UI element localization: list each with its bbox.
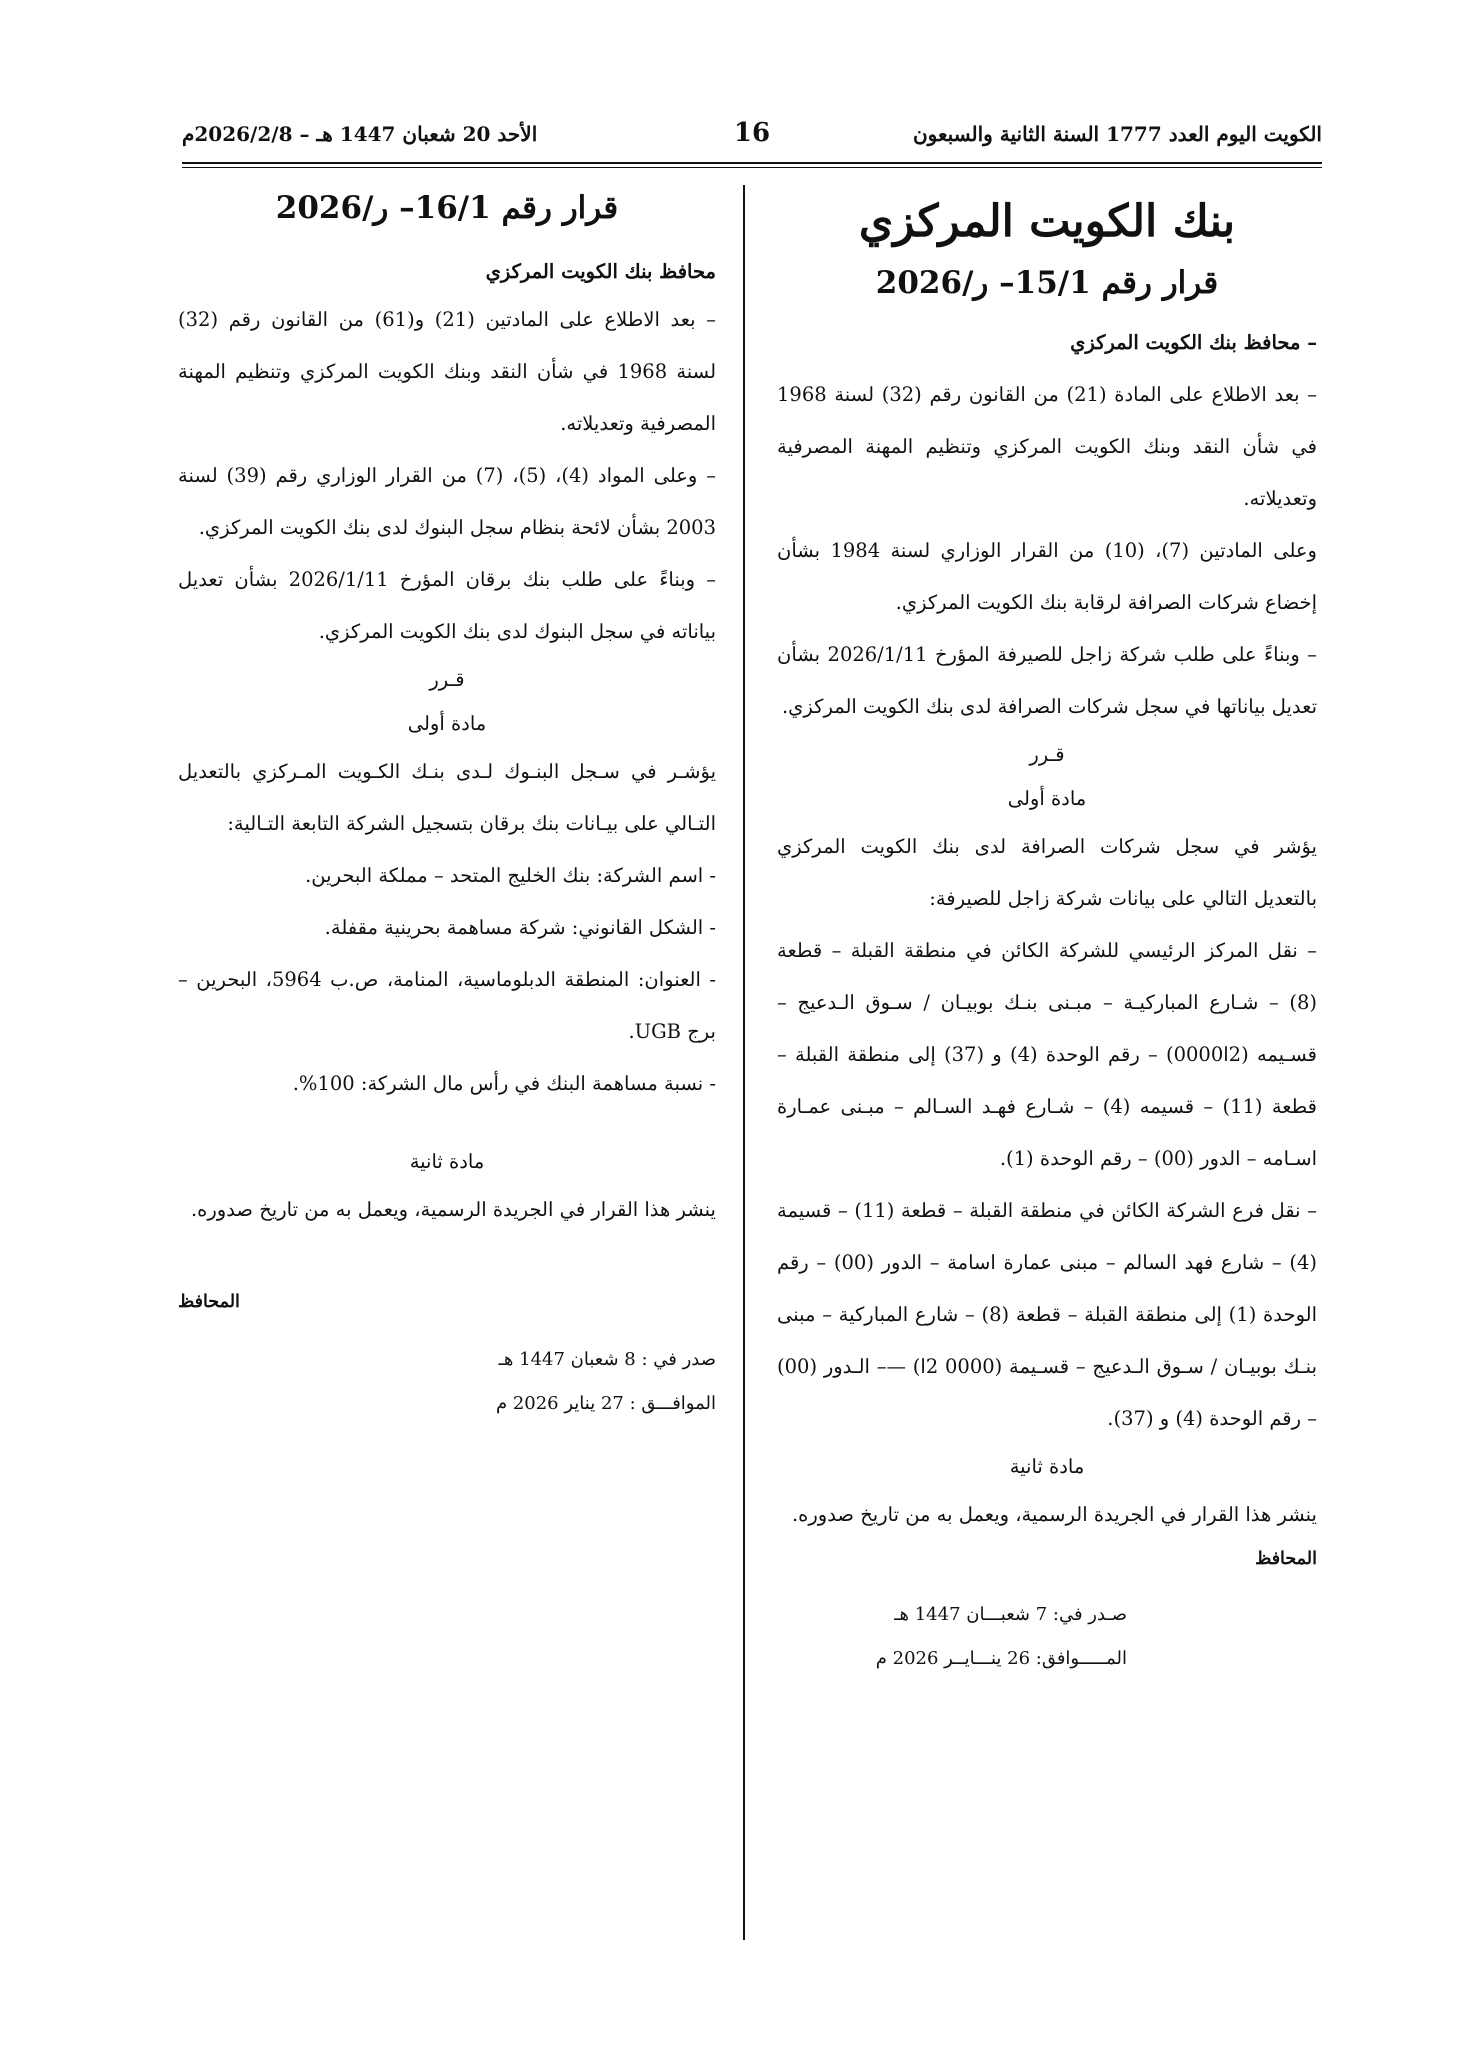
signature: المحافظ [178,1292,240,1312]
preamble-paragraph: وعلى المادتين (7)، (10) من القرار الوزاري لسنة 1984 بشأن إخضاع شركات الصرافة لرقابة بنك الكويت المركزي. [777,539,1317,614]
column-divider [743,185,745,1940]
article-title: مادة أولى [407,712,487,735]
issue-info: الكويت اليوم العدد 1777 السنة الثانية والسبعون [912,122,1322,146]
preamble-paragraph: – بعد الاطلاع على المادتين (21) و(61) من القانون رقم (32) لسنة 1968 في شأن النقد وبنك الكويت المركزي وتنظيم المهنة المصرفية وتعديلاته. [178,308,717,435]
preamble-paragraph: – وعلى المواد (4)، (5)، (7) من القرار الوزاري رقم (39) لسنة 2003 بشأن لائحة بنظام سجل البنوك لدى بنك الكويت المركزي. [178,464,716,539]
article-title: مادة أولى [1007,787,1087,810]
article-paragraph: يؤشر في سجل شركات الصرافة لدى بنك الكويت المركزي بالتعديل التالي على بيانات شركة زاجل للصيرفة: [777,835,1317,910]
signature: المحافظ [1255,1549,1317,1569]
left-column [178,190,716,1426]
decided-label: قـرر [1029,743,1065,766]
decision-title: قرار رقم 15/1– ر/2026 [875,265,1219,301]
right-column [777,190,1317,1681]
bank-title: بنك الكويت المركزي [858,196,1236,247]
article-item: - نسبة مساهمة البنك في رأس مال الشركة: 100%. [292,1072,716,1095]
decision-title: قرار رقم 16/1– ر/2026 [275,190,619,226]
issued-date: صـدر في: 7 شعبـــان 1447 هـ [894,1604,1127,1625]
page-number: 16 [733,118,771,148]
header-rule-thin [182,167,1322,168]
article-paragraph: ينشر هذا القرار في الجريدة الرسمية، ويعمل به من تاريخ صدوره. [190,1198,716,1221]
preamble-governor: – محافظ بنك الكويت المركزي [1070,331,1317,354]
preamble-governor: محافظ بنك الكويت المركزي [485,260,716,283]
article-item: - اسم الشركة: بنك الخليج المتحد – مملكة البحرين. [305,864,716,887]
article-item: - الشكل القانوني: شركة مساهمة بحرينية مقفلة. [324,916,716,939]
issued-date: صدر في : 8 شعبان 1447 هـ [498,1349,716,1370]
corresponding-date: المـــــوافق: 26 ينـــايــر 2026 م [875,1648,1127,1669]
article-paragraph: – نقل المركز الرئيسي للشركة الكائن في منطقة القبلة – قطعة (8) – شـارع المباركيـة – مبـنى بنـك بوبيـان / سـوق الـدعيج – قسـيمه (2ا0000) – رقم الوحدة (4) و (37) إلى منطقة القبلة – قطعة (11) – قسيمه (4) – شـارع فهـد السـالم – مبـنى عمـارة اسـامه – الدور (00) – رقم الوحدة (1). [777,939,1317,1170]
corresponding-date: الموافـــق : 27 يناير 2026 م [495,1393,716,1414]
article-item: - العنوان: المنطقة الدبلوماسية، المنامة، ص.ب 5964، البحرين – برج UGB. [178,968,716,1043]
preamble-paragraph: – وبناءً على طلب شركة زاجل للصيرفة المؤرخ 2026/1/11 بشأن تعديل بياناتها في سجل شركات الصرافة لدى بنك الكويت المركزي. [777,643,1317,718]
article-paragraph: يؤشـر في سـجل البنـوك لـدى بنـك الكـويت المـركزي بالتعديل التـالي على بيـانات بنك برقان بتسجيل الشركة التابعة التـالية: [178,760,716,835]
preamble-paragraph: – بعد الاطلاع على المادة (21) من القانون رقم (32) لسنة 1968 في شأن النقد وبنك الكويت المركزي وتنظيم المهنة المصرفية وتعديلاته. [777,383,1317,510]
article-title: مادة ثانية [1009,1455,1085,1478]
article-title: مادة ثانية [409,1150,485,1173]
preamble-paragraph: – وبناءً على طلب بنك برقان المؤرخ 2026/1/11 بشأن تعديل بياناته في سجل البنوك لدى بنك الكويت المركزي. [178,568,716,643]
header-rule [182,162,1322,164]
page-header [182,118,1322,152]
article-paragraph: – نقل فرع الشركة الكائن في منطقة القبلة – قطعة (11) – قسيمة (4) – شارع فهد السالم – مبنى عمارة اسامة – الدور (00) – رقم الوحدة (1) إلى منطقة القبلة – قطعة (8) – شارع المباركية – مبنى بنـك بوبيـان / سـوق الـدعيج – قسـيمة (0000 2ا) —– الـدور (00) – رقم الوحدة (4) و (37). [777,1199,1317,1430]
article-paragraph: ينشر هذا القرار في الجريدة الرسمية، ويعمل به من تاريخ صدوره. [791,1503,1317,1526]
issue-date: الأحد 20 شعبان 1447 هـ – 2026/2/8م [182,122,538,146]
decided-label: قـرر [429,668,465,691]
